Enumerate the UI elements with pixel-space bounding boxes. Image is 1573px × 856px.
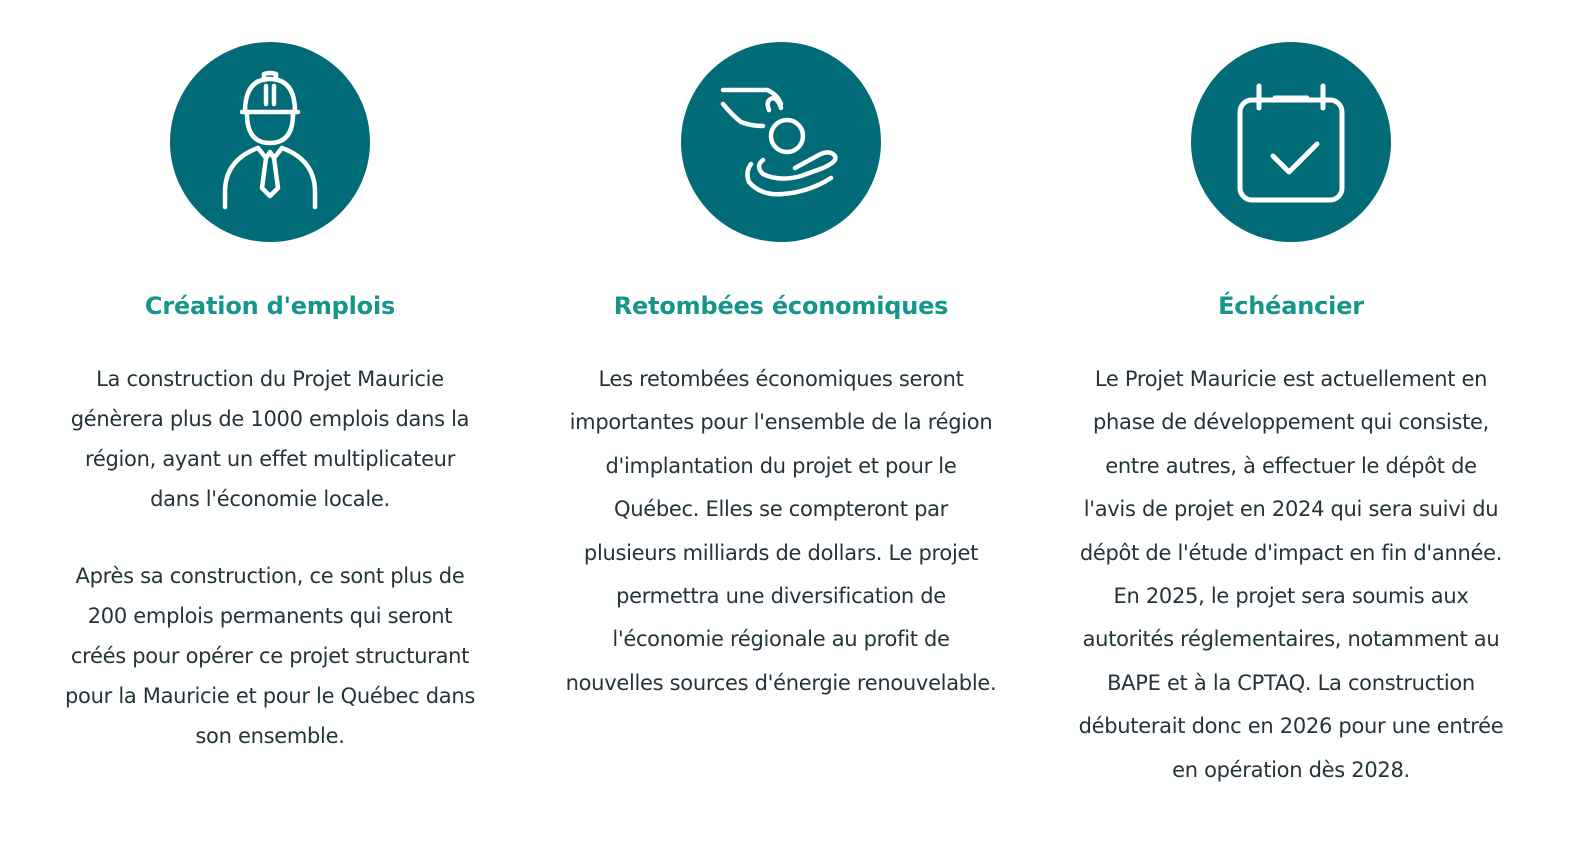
economic-benefits-title: Retombées économiques	[613, 292, 949, 320]
schedule-paragraph: Le Projet Mauricie est actuellement en phase de développement qui consiste, entre autres, à effectuer le dépôt de l'avis de projet en 2024 qui sera suivi du dépôt de l'étude d'impact en fin d'année. En 2025, le projet sera soumis aux autorités réglementaires, notamment au BAPE et à la CPTAQ. La construction débuterait donc en 2026 pour une entrée en opération dès 2028.	[1078, 367, 1504, 782]
jobs-title: Création d'emplois	[144, 292, 396, 320]
schedule-title: Échéancier	[1218, 292, 1364, 320]
economic-benefits-column	[548, 0, 1014, 856]
schedule-column	[1062, 0, 1520, 856]
jobs-paragraph-permanent: Après sa construction, ce sont plus de 200 emplois permanents qui seront créés pour opérer ce projet structurant pour la Mauricie et pour le Québec dans son ensemble.	[65, 564, 475, 748]
jobs-column	[40, 0, 500, 856]
calendar-check-icon	[1191, 42, 1391, 242]
economic-benefits-paragraph: Les retombées économiques seront importantes pour l'ensemble de la région d'implantation du projet et pour le Québec. Elles se compteront par plusieurs milliards de dollars. Le projet permettra une diversification de l'économie régionale au profit de nouvelles sources d'énergie renouvelable.	[565, 367, 997, 695]
worker-hardhat-icon	[170, 42, 370, 242]
jobs-paragraph-construction: La construction du Projet Mauricie génèrera plus de 1000 emplois dans la région, ayant un effet multiplicateur dans l'économie locale.	[70, 367, 470, 511]
hand-coin-icon	[681, 42, 881, 242]
